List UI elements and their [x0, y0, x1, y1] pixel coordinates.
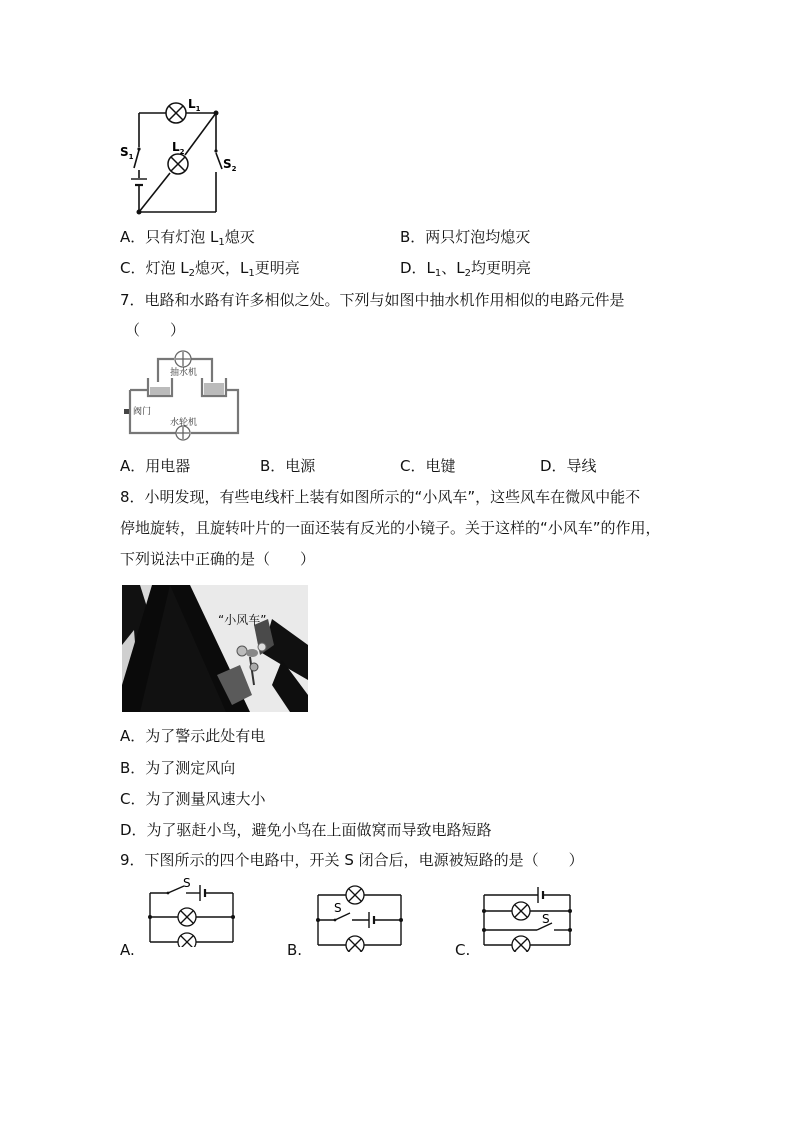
- q7-option-b[interactable]: B．电源: [260, 457, 316, 475]
- switch-label: S: [334, 901, 342, 915]
- q6-circuit-diagram: [110, 95, 260, 220]
- turbine-label: 水轮机: [170, 418, 198, 428]
- q7-answer-blank: （ ）: [125, 321, 186, 339]
- q8-option-c[interactable]: C．为了测量风速大小: [120, 790, 266, 808]
- turbine-icon: [176, 426, 190, 440]
- q9-label-b[interactable]: B.: [287, 941, 303, 959]
- switch-label: S: [183, 876, 191, 890]
- q7-option-c[interactable]: C．电键: [400, 457, 456, 475]
- q8-stem-line1: 8．小明发现，有些电线杆上装有如图所示的“小风车”，这些风车在微风中能不: [120, 488, 641, 506]
- q8-stem-line2: 停地旋转，且旋转叶片的一面还装有反光的小镜子。关于这样的“小风车”的作用，: [120, 519, 661, 537]
- q6-option-a[interactable]: A．只有灯泡 $L_1$熄灭: [120, 228, 255, 248]
- q7-option-d[interactable]: D．导线: [540, 457, 597, 475]
- q8-windmill-photo: [122, 585, 308, 712]
- pump-label: 抽水机: [170, 368, 198, 378]
- photo-caption: “小风车”: [218, 613, 267, 627]
- q8-option-d[interactable]: D．为了驱赶小鸟，避免小鸟在上面做窝而导致电路短路: [120, 821, 492, 839]
- q8-option-b[interactable]: B．为了测定风向: [120, 759, 236, 777]
- lamp-l2-icon: [168, 154, 188, 174]
- q9-circuit-b: [312, 880, 407, 952]
- valve-icon: [124, 409, 129, 414]
- q9-label-a[interactable]: A.: [120, 941, 135, 959]
- q9-circuit-c: [478, 880, 576, 952]
- q6-option-d[interactable]: D．$L_1$、$L_2$均更明亮: [400, 259, 532, 279]
- lamp-icon: [178, 908, 196, 926]
- lamp-icon: [346, 936, 364, 952]
- valve-label: 阀门: [133, 407, 152, 417]
- pump-icon: [175, 351, 191, 367]
- q8-stem-line3: 下列说法中正确的是（ ）: [120, 550, 316, 568]
- q6-option-b[interactable]: B．两只灯泡均熄灭: [400, 228, 531, 246]
- s1-label: $S_1$: [120, 145, 134, 161]
- q7-option-a[interactable]: A．用电器: [120, 457, 191, 475]
- switch-label: S: [542, 912, 550, 926]
- lamp-l1-icon: [166, 103, 186, 123]
- q9-label-c[interactable]: C.: [455, 941, 471, 959]
- lamp-icon: [512, 902, 530, 920]
- q7-water-circuit-diagram: [115, 345, 250, 445]
- q8-option-a[interactable]: A．为了警示此处有电: [120, 727, 266, 745]
- q7-stem-line1: 7．电路和水路有许多相似之处。下列与如图中抽水机作用相似的电路元件是: [120, 291, 625, 309]
- lamp-icon: [178, 933, 196, 947]
- l1-label: $L_1$: [188, 97, 201, 113]
- q6-option-c[interactable]: C．灯泡 $L_2$熄灭，$L_1$更明亮: [120, 259, 300, 279]
- q9-stem: 9．下图所示的四个电路中，开关 S 闭合后，电源被短路的是（ ）: [120, 851, 584, 869]
- q9-circuit-a: [145, 875, 240, 947]
- s2-label: $S_2$: [223, 157, 237, 173]
- lamp-icon: [346, 886, 364, 904]
- lamp-icon: [512, 936, 530, 952]
- l2-label: $L_2$: [172, 140, 185, 156]
